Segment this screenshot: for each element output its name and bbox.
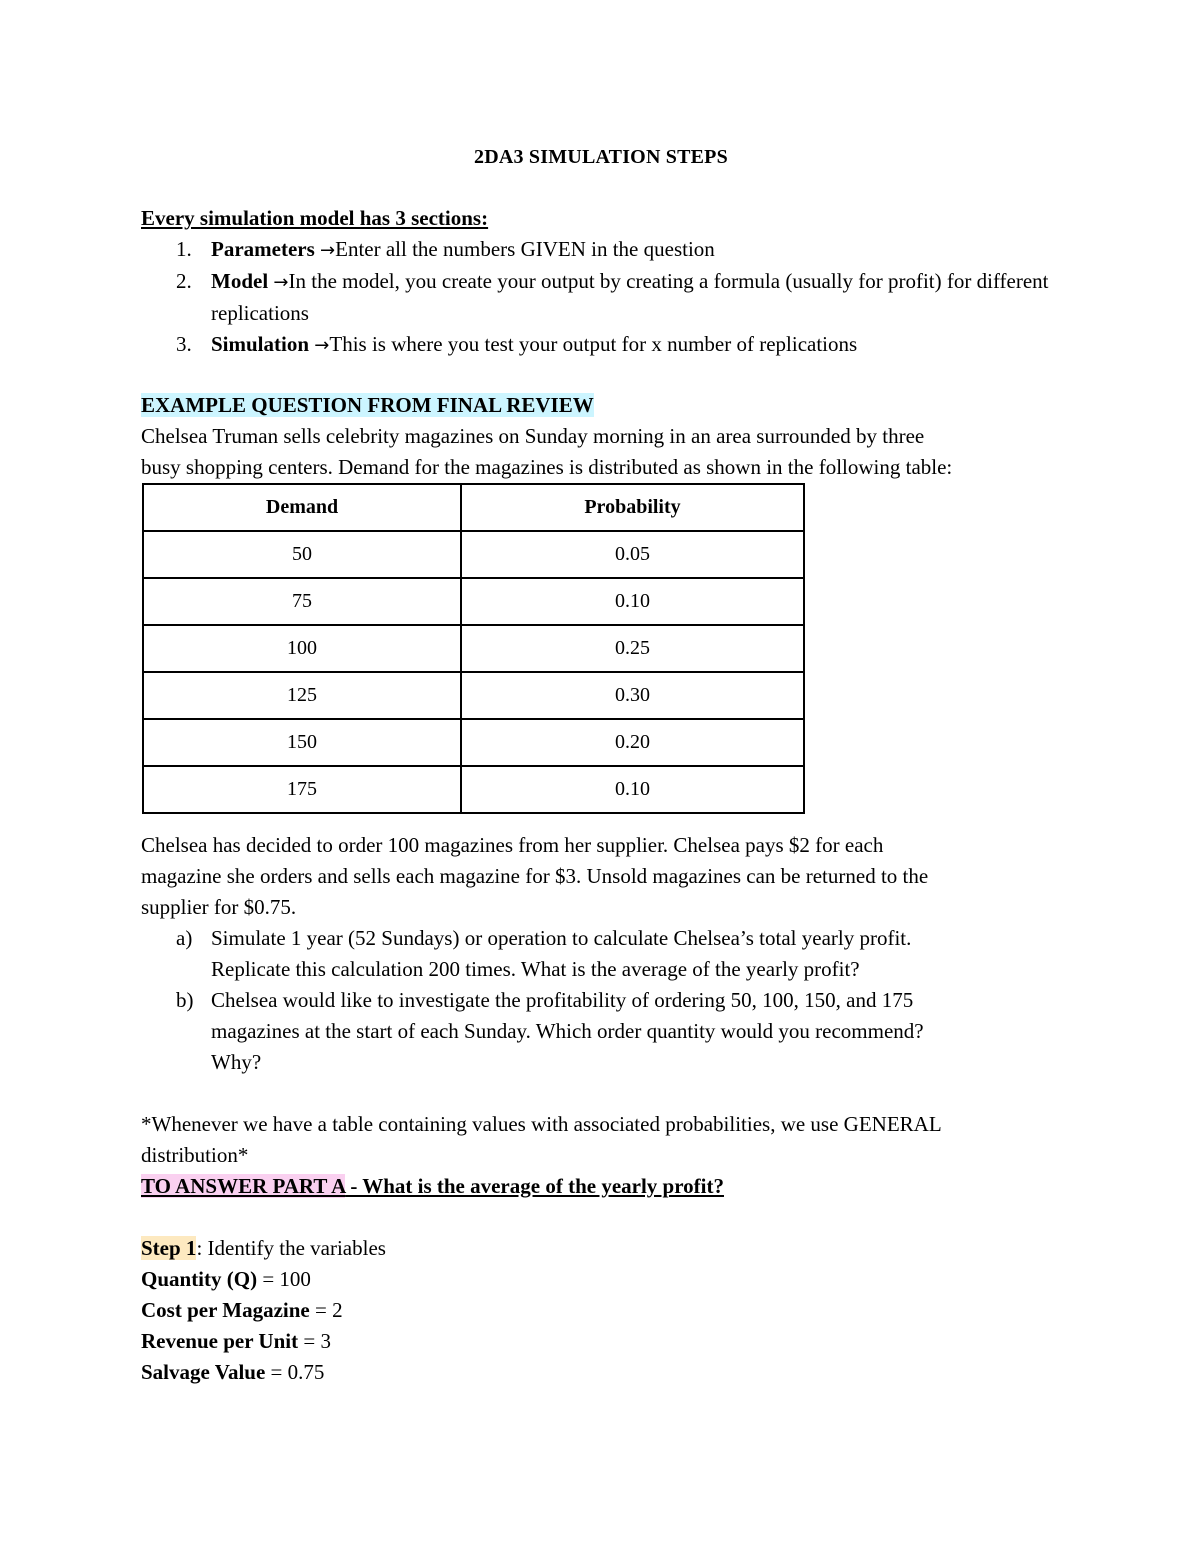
question-line: magazines at the start of each Sunday. Which order quantity would you recommend? [211,1019,924,1043]
table-cell: 0.10 [461,766,804,813]
list-item [141,329,1061,361]
variable-value: = 0.75 [265,1360,325,1384]
body-line: magazine she orders and sells each magazine for $3. Unsold magazines can be returned to the [141,864,929,888]
table-cell: 0.30 [461,672,804,719]
arrow-icon: → [314,335,330,356]
part-a-label: TO ANSWER PART A [141,1174,346,1198]
variable-value: = 100 [257,1267,311,1291]
variable-line [141,1357,324,1388]
variable-name: Salvage Value [141,1360,266,1384]
list-number: 3. [176,332,192,356]
body-line: supplier for $0.75. [141,895,297,919]
example-heading-text: EXAMPLE QUESTION FROM FINAL REVIEW [141,393,594,417]
table-cell: 0.10 [461,578,804,625]
step-line [141,1233,386,1264]
list-label: a) [176,926,193,950]
arrow-icon: → [320,240,336,261]
part-a-heading [141,1171,724,1202]
variable-value: = 2 [309,1298,343,1322]
table-header-row [143,484,804,531]
question-line: Why? [211,1050,262,1074]
question-line: Replicate this calculation 200 times. What is the average of the yearly profit? [211,957,860,981]
section-term: Model [211,269,269,293]
variable-line [141,1295,343,1326]
arrow-icon: → [273,272,289,293]
step-label: Step 1 [141,1236,197,1260]
variable-line [141,1326,331,1357]
list-item [141,923,1061,985]
example-heading [141,390,594,421]
page-title: 2DA3 SIMULATION STEPS [474,146,728,168]
table-row [143,625,804,672]
section-term: Simulation [211,332,310,356]
intro-line: busy shopping centers. Demand for the magazines is distributed as shown in the following table: [141,455,953,479]
section-text: Enter all the numbers GIVEN in the question [335,237,715,261]
section-term: Parameters [211,237,315,261]
note-line: *Whenever we have a table containing values with associated probabilities, we use GENERAL [141,1112,942,1136]
table-cell: 50 [143,531,461,578]
body-line: Chelsea has decided to order 100 magazines from her supplier. Chelsea pays $2 for each [141,833,884,857]
variable-name: Revenue per Unit [141,1329,299,1353]
table-cell: 125 [143,672,461,719]
demand-probability-table [142,483,805,814]
table-cell: 0.25 [461,625,804,672]
step-text: : Identify the variables [196,1236,386,1260]
table-cell: 75 [143,578,461,625]
variable-line [141,1264,311,1295]
table-cell: 175 [143,766,461,813]
table-cell: 100 [143,625,461,672]
sections-list [141,234,1061,361]
variable-name: Cost per Magazine [141,1298,310,1322]
list-item [141,234,1061,266]
table-row [143,578,804,625]
list-number: 1. [176,237,192,261]
table-cell: 150 [143,719,461,766]
list-label: b) [176,988,194,1012]
part-a-question: - What is the average of the yearly profit? [345,1174,724,1198]
question-line: Chelsea would like to investigate the profitability of ordering 50, 100, 150, and 175 [211,988,914,1012]
questions-list [141,923,1061,1078]
table-header: Demand [143,484,461,531]
section-text: This is where you test your output for x number of replications [329,332,858,356]
table-row [143,766,804,813]
note-line: distribution* [141,1143,249,1167]
question-line: Simulate 1 year (52 Sundays) or operation to calculate Chelsea’s total yearly profit. [211,926,912,950]
table-row [143,672,804,719]
intro-line: Chelsea Truman sells celebrity magazines on Sunday morning in an area surrounded by three [141,424,925,448]
table-cell: 0.05 [461,531,804,578]
variable-name: Quantity (Q) [141,1267,258,1291]
list-number: 2. [176,269,192,293]
table-header: Probability [461,484,804,531]
list-item [141,266,1061,329]
sections-heading: Every simulation model has 3 sections: [141,206,489,230]
section-text: In the model, you create your output by creating a formula (usually for profit) for different replications [211,269,1049,325]
table-row [143,531,804,578]
table-row [143,719,804,766]
list-item [141,985,1061,1078]
variable-value: = 3 [298,1329,331,1353]
table-cell: 0.20 [461,719,804,766]
